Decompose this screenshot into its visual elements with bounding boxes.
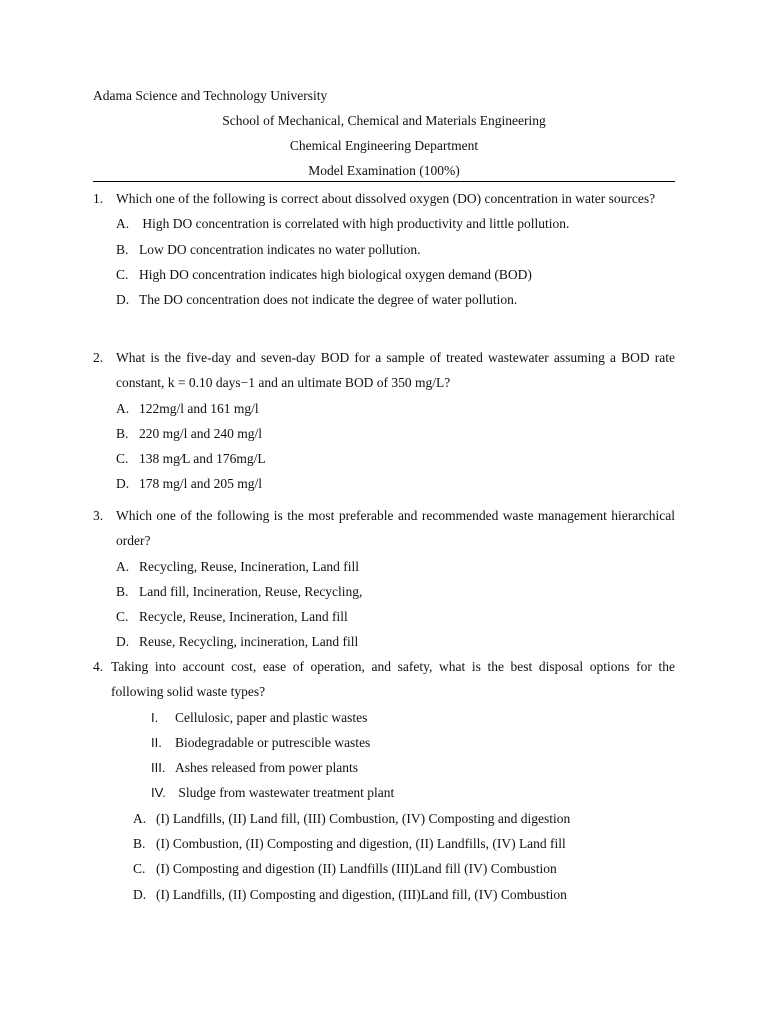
option-b	[116, 579, 675, 604]
question-number: 4.	[93, 659, 104, 674]
waste-type-list	[151, 705, 675, 806]
option-text: (I) Combustion, (II) Composting and digestion, (II) Landfills, (IV) Land fill	[156, 836, 566, 852]
option-letter: B.	[116, 425, 129, 441]
option-letter: A.	[133, 810, 147, 826]
question-4	[93, 654, 675, 907]
waste-type-text: Sludge from wastewater treatment plant	[175, 785, 395, 801]
option-letter: C.	[116, 451, 129, 467]
answer-options	[116, 211, 675, 312]
option-text: Recycling, Reuse, Incineration, Land fill	[139, 558, 360, 574]
waste-type-text: Cellulosic, paper and plastic wastes	[175, 709, 368, 725]
option-letter: B.	[116, 583, 129, 599]
option-letter: C.	[133, 861, 146, 877]
answer-options	[116, 396, 675, 497]
roman-numeral: III.	[151, 760, 166, 776]
waste-type-item	[151, 755, 675, 780]
option-text: Land fill, Incineration, Reuse, Recycling,	[139, 583, 363, 599]
question-number: 3.	[93, 508, 104, 523]
option-text: (I) Composting and digestion (II) Landfills (III)Land fill (IV) Combustion	[156, 861, 557, 877]
answer-options	[116, 554, 675, 655]
roman-numeral: I.	[151, 709, 159, 725]
answer-options	[133, 806, 675, 907]
option-b	[133, 831, 675, 856]
question-text: Taking into account cost, ease of operation, and safety, what is the best disposal options for the following solid waste types?	[111, 659, 675, 700]
waste-type-text: Ashes released from power plants	[175, 760, 358, 776]
option-letter: B.	[116, 241, 129, 257]
option-a	[133, 806, 675, 831]
question-text: Which one of the following is correct about dissolved oxygen (DO) concentration in water sources?	[116, 191, 656, 206]
option-letter: D.	[116, 292, 130, 308]
question-number: 2.	[93, 350, 104, 365]
option-a	[116, 554, 675, 579]
option-text: Reuse, Recycling, incineration, Land fill	[139, 634, 359, 650]
option-text: 138 mg⁄L and 176mg/L	[139, 451, 266, 467]
header-divider	[93, 181, 675, 182]
question-text: Which one of the following is the most preferable and recommended waste management hierarchical order?	[116, 508, 675, 549]
option-c	[116, 262, 675, 287]
question-number: 1.	[93, 191, 104, 206]
option-c	[116, 446, 675, 471]
option-letter: A.	[116, 558, 130, 574]
option-text: Recycle, Reuse, Incineration, Land fill	[139, 609, 348, 625]
waste-type-item	[151, 705, 675, 730]
option-letter: A.	[116, 400, 130, 416]
option-b	[116, 237, 675, 262]
question-2	[93, 345, 675, 497]
option-letter: C.	[116, 266, 129, 282]
option-text: Low DO concentration indicates no water pollution.	[139, 241, 421, 257]
roman-numeral: IV.	[151, 785, 166, 801]
option-d	[116, 471, 675, 496]
option-a	[116, 211, 675, 236]
option-text: High DO concentration indicates high biological oxygen demand (BOD)	[139, 266, 532, 282]
question-text: What is the five-day and seven-day BOD for a sample of treated wastewater assuming a BOD rate constant, k = 0.10 days−1 and an ultimate BOD of 350 mg/L?	[116, 350, 675, 391]
option-letter: C.	[116, 609, 129, 625]
option-letter: D.	[133, 886, 147, 902]
option-letter: D.	[116, 476, 130, 492]
option-c	[116, 604, 675, 629]
option-text: (I) Landfills, (II) Land fill, (III) Combustion, (IV) Composting and digestion	[156, 810, 571, 826]
school-name: School of Mechanical, Chemical and Materials Engineering	[222, 113, 546, 128]
option-letter: A.	[116, 216, 130, 232]
option-d	[116, 287, 675, 312]
waste-type-item	[151, 780, 675, 805]
waste-type-text: Biodegradable or putrescible wastes	[175, 734, 371, 750]
roman-numeral: II.	[151, 734, 162, 750]
option-d	[133, 882, 675, 907]
question-3	[93, 503, 675, 655]
option-text: (I) Landfills, (II) Composting and digestion, (III)Land fill, (IV) Combustion	[156, 886, 567, 902]
option-text: 220 mg/l and 240 mg/l	[139, 425, 262, 441]
exam-title: Model Examination (100%)	[308, 163, 460, 178]
option-text: 178 mg/l and 205 mg/l	[139, 476, 262, 492]
option-text: The DO concentration does not indicate the degree of water pollution.	[139, 292, 518, 308]
option-d	[116, 629, 675, 654]
option-letter: D.	[116, 634, 130, 650]
option-c	[133, 856, 675, 881]
option-letter: B.	[133, 836, 146, 852]
waste-type-item	[151, 730, 675, 755]
option-b	[116, 421, 675, 446]
option-text: High DO concentration is correlated with high productivity and little pollution.	[139, 216, 570, 232]
option-text: 122mg/l and 161 mg/l	[139, 400, 259, 416]
department-name: Chemical Engineering Department	[289, 138, 479, 153]
question-1	[93, 186, 675, 312]
option-a	[116, 396, 675, 421]
university-name: Adama Science and Technology University	[93, 88, 328, 103]
